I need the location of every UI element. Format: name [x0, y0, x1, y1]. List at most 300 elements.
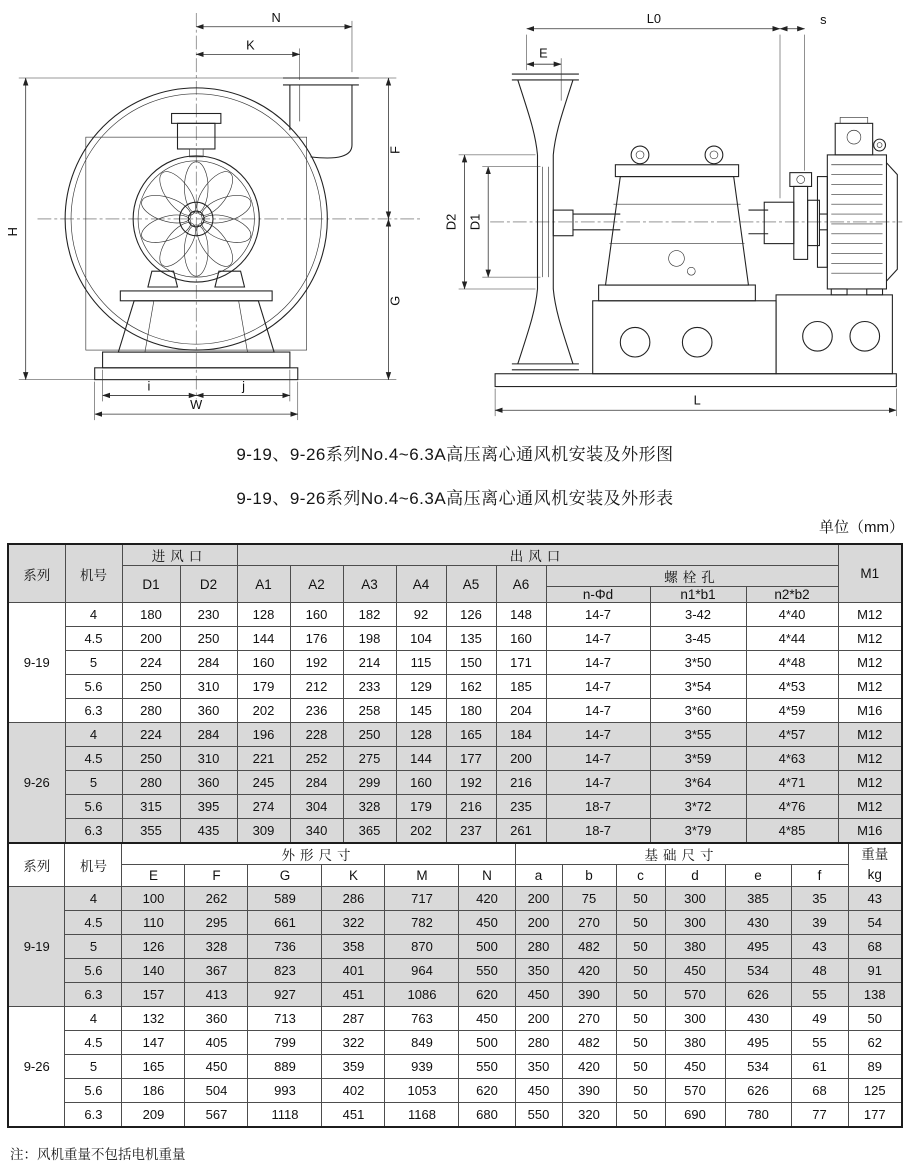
dim-label-W: W	[190, 397, 203, 413]
model-cell: 4.5	[65, 911, 122, 935]
table-row	[8, 651, 902, 675]
value-cell: 50	[848, 1007, 902, 1031]
table-row	[8, 911, 902, 935]
dim-label-G: G	[387, 295, 403, 306]
value-cell: 204	[496, 699, 546, 723]
value-cell: 160	[396, 771, 446, 795]
model-cell: 5	[65, 651, 122, 675]
value-cell: 50	[616, 1055, 665, 1079]
value-cell: 315	[122, 795, 180, 819]
motor-foot-left	[148, 271, 178, 287]
value-cell: 182	[343, 603, 396, 627]
table-row	[8, 983, 902, 1007]
value-cell: 54	[848, 911, 902, 935]
value-cell: 626	[725, 1079, 791, 1103]
value-cell: 235	[496, 795, 546, 819]
value-cell: 274	[237, 795, 290, 819]
value-cell: 360	[185, 1007, 248, 1031]
value-cell: 939	[385, 1055, 459, 1079]
value-cell: 355	[122, 819, 180, 843]
value-cell: M12	[838, 771, 902, 795]
value-cell: 230	[180, 603, 237, 627]
table-row	[8, 1055, 902, 1079]
table-row	[8, 747, 902, 771]
value-cell: 500	[459, 1031, 515, 1055]
base-frame	[495, 295, 896, 387]
table-title: 9-19、9-26系列No.4~6.3A高压离心通风机安装及外形表	[236, 489, 674, 508]
value-cell: 110	[122, 911, 185, 935]
value-cell: M16	[838, 819, 902, 843]
value-cell: 92	[396, 603, 446, 627]
value-cell: 450	[185, 1055, 248, 1079]
base-hole	[620, 327, 650, 357]
value-cell: 405	[185, 1031, 248, 1055]
value-cell: 55	[791, 983, 848, 1007]
base-hole	[850, 321, 880, 351]
value-cell: 451	[322, 983, 385, 1007]
figure-title: 9-19、9-26系列No.4~6.3A高压离心通风机安装及外形图	[236, 445, 674, 464]
value-cell: 185	[496, 675, 546, 699]
value-cell: 200	[515, 1007, 562, 1031]
value-cell: 77	[791, 1103, 848, 1127]
value-cell: 782	[385, 911, 459, 935]
value-cell: 320	[562, 1103, 616, 1127]
value-cell: 237	[446, 819, 496, 843]
table-row	[8, 795, 902, 819]
col-header-a1: A1	[237, 566, 290, 603]
value-cell: 402	[322, 1079, 385, 1103]
table-row	[8, 959, 902, 983]
value-cell: 4*57	[746, 723, 838, 747]
table-row	[8, 935, 902, 959]
value-cell: 50	[616, 911, 665, 935]
value-cell: 3*72	[650, 795, 746, 819]
table-row	[8, 627, 902, 651]
value-cell: 4*53	[746, 675, 838, 699]
value-cell: 780	[725, 1103, 791, 1127]
col-header-series: 系列	[8, 544, 65, 603]
value-cell: 148	[496, 603, 546, 627]
value-cell: 138	[848, 983, 902, 1007]
col-group-bolt-holes: 螺栓孔	[546, 566, 838, 587]
value-cell: 126	[446, 603, 496, 627]
coupling	[764, 173, 819, 260]
value-cell: 450	[665, 959, 725, 983]
motor-side	[817, 117, 897, 294]
value-cell: M12	[838, 603, 902, 627]
value-cell: 129	[396, 675, 446, 699]
value-cell: 367	[185, 959, 248, 983]
col-header-M: M	[385, 865, 459, 887]
value-cell: 365	[343, 819, 396, 843]
value-cell: 413	[185, 983, 248, 1007]
value-cell: 192	[446, 771, 496, 795]
col-header-a3: A3	[343, 566, 396, 603]
model-cell: 5	[65, 771, 122, 795]
col-header-a: a	[515, 865, 562, 887]
coupling-bolt	[790, 173, 812, 187]
value-cell: 450	[515, 1079, 562, 1103]
col-header-a4: A4	[396, 566, 446, 603]
value-cell: M12	[838, 723, 902, 747]
value-cell: 126	[122, 935, 185, 959]
value-cell: 570	[665, 1079, 725, 1103]
model-cell: 4	[65, 723, 122, 747]
value-cell: 49	[791, 1007, 848, 1031]
value-cell: 620	[459, 1079, 515, 1103]
value-cell: 435	[180, 819, 237, 843]
value-cell: 504	[185, 1079, 248, 1103]
value-cell: 295	[185, 911, 248, 935]
value-cell: 661	[248, 911, 322, 935]
table-row	[8, 819, 902, 843]
value-cell: 328	[185, 935, 248, 959]
value-cell: 534	[725, 959, 791, 983]
col-group-inlet: 进风口	[122, 544, 237, 566]
col-header-series: 系列	[8, 843, 65, 887]
value-cell: 309	[237, 819, 290, 843]
value-cell: 280	[122, 699, 180, 723]
value-cell: 495	[725, 935, 791, 959]
value-cell: 401	[322, 959, 385, 983]
value-cell: 3*55	[650, 723, 746, 747]
value-cell: 221	[237, 747, 290, 771]
value-cell: 736	[248, 935, 322, 959]
dim-label-L0: L0	[646, 10, 661, 26]
value-cell: 3*79	[650, 819, 746, 843]
value-cell: 287	[322, 1007, 385, 1031]
value-cell: 147	[122, 1031, 185, 1055]
value-cell: 61	[791, 1055, 848, 1079]
value-cell: 202	[396, 819, 446, 843]
value-cell: 550	[459, 1055, 515, 1079]
value-cell: 180	[122, 603, 180, 627]
value-cell: 14-7	[546, 603, 650, 627]
value-cell: 62	[848, 1031, 902, 1055]
dim-label-D2: D2	[443, 213, 459, 231]
value-cell: 14-7	[546, 651, 650, 675]
value-cell: 328	[343, 795, 396, 819]
value-cell: 135	[446, 627, 496, 651]
value-cell: 300	[665, 1007, 725, 1031]
value-cell: 14-7	[546, 723, 650, 747]
value-cell: 358	[322, 935, 385, 959]
value-cell: 160	[237, 651, 290, 675]
weight-unit: kg	[867, 866, 882, 882]
value-cell: 280	[515, 1031, 562, 1055]
col-header-d1: D1	[122, 566, 180, 603]
col-header-N: N	[459, 865, 515, 887]
value-cell: 179	[396, 795, 446, 819]
value-cell: 125	[848, 1079, 902, 1103]
value-cell: 18-7	[546, 795, 650, 819]
value-cell: 1168	[385, 1103, 459, 1127]
value-cell: 3*59	[650, 747, 746, 771]
value-cell: 4*59	[746, 699, 838, 723]
table-row	[8, 723, 902, 747]
table-row	[8, 675, 902, 699]
value-cell: 3*60	[650, 699, 746, 723]
oil-sight-glass	[668, 251, 684, 267]
col-header-G: G	[248, 865, 322, 887]
model-cell: 5	[65, 1055, 122, 1079]
value-cell: 570	[665, 983, 725, 1007]
value-cell: 50	[616, 959, 665, 983]
col-header-a2: A2	[290, 566, 343, 603]
value-cell: 252	[290, 747, 343, 771]
value-cell: 157	[122, 983, 185, 1007]
value-cell: 39	[791, 911, 848, 935]
value-cell: 380	[665, 935, 725, 959]
col-header-model: 机号	[65, 843, 122, 887]
col-header-E: E	[122, 865, 185, 887]
value-cell: 233	[343, 675, 396, 699]
value-cell: M12	[838, 795, 902, 819]
value-cell: 18-7	[546, 819, 650, 843]
value-cell: 3*54	[650, 675, 746, 699]
dim-label-N: N	[271, 9, 281, 25]
value-cell: 870	[385, 935, 459, 959]
footnote: 注：风机重量不包括电机重量	[10, 1146, 186, 1162]
value-cell: 550	[515, 1103, 562, 1127]
dim-label-F: F	[387, 146, 403, 154]
value-cell: 284	[180, 723, 237, 747]
table2-body	[8, 887, 902, 1127]
base-hole	[682, 327, 712, 357]
table-row	[8, 699, 902, 723]
value-cell: 165	[446, 723, 496, 747]
value-cell: 224	[122, 723, 180, 747]
value-cell: 482	[562, 935, 616, 959]
value-cell: 270	[562, 911, 616, 935]
value-cell: 380	[665, 1031, 725, 1055]
value-cell: 322	[322, 911, 385, 935]
value-cell: 216	[446, 795, 496, 819]
value-cell: 104	[396, 627, 446, 651]
value-cell: 620	[459, 983, 515, 1007]
value-cell: 310	[180, 747, 237, 771]
value-cell: 250	[343, 723, 396, 747]
value-cell: 280	[122, 771, 180, 795]
value-cell: 534	[725, 1055, 791, 1079]
value-cell: 180	[446, 699, 496, 723]
value-cell: 160	[290, 603, 343, 627]
value-cell: 286	[322, 887, 385, 911]
value-cell: 495	[725, 1031, 791, 1055]
fan-front-view-drawing	[4, 4, 433, 430]
eye-bolt-left	[631, 146, 649, 164]
value-cell: 390	[562, 983, 616, 1007]
value-cell: 145	[396, 699, 446, 723]
value-cell: 91	[848, 959, 902, 983]
value-cell: 280	[515, 935, 562, 959]
table-row	[8, 1031, 902, 1055]
value-cell: 50	[616, 887, 665, 911]
value-cell: 3-45	[650, 627, 746, 651]
value-cell: 196	[237, 723, 290, 747]
value-cell: 680	[459, 1103, 515, 1127]
value-cell: 350	[515, 959, 562, 983]
value-cell: 589	[248, 887, 322, 911]
value-cell: 993	[248, 1079, 322, 1103]
value-cell: 690	[665, 1103, 725, 1127]
value-cell: 144	[396, 747, 446, 771]
value-cell: 713	[248, 1007, 322, 1031]
value-cell: 176	[290, 627, 343, 651]
value-cell: 50	[616, 935, 665, 959]
table2-header	[8, 843, 902, 887]
value-cell: 626	[725, 983, 791, 1007]
col-header-f: f	[791, 865, 848, 887]
motor-foot-right	[215, 271, 245, 287]
col-header-e: e	[725, 865, 791, 887]
model-cell: 6.3	[65, 1103, 122, 1127]
value-cell: 4*48	[746, 651, 838, 675]
value-cell: 258	[343, 699, 396, 723]
model-cell: 4.5	[65, 627, 122, 651]
value-cell: 68	[848, 935, 902, 959]
value-cell: 14-7	[546, 771, 650, 795]
motor-fins	[831, 165, 882, 273]
model-cell: 4	[65, 1007, 122, 1031]
table-row	[8, 887, 902, 911]
value-cell: 224	[122, 651, 180, 675]
value-cell: 100	[122, 887, 185, 911]
value-cell: M12	[838, 627, 902, 651]
value-cell: 160	[496, 627, 546, 651]
value-cell: 799	[248, 1031, 322, 1055]
motor-terminal-box	[835, 123, 872, 155]
value-cell: 177	[446, 747, 496, 771]
value-cell: 284	[180, 651, 237, 675]
value-cell: 3*64	[650, 771, 746, 795]
value-cell: 359	[322, 1055, 385, 1079]
col-header-F: F	[185, 865, 248, 887]
value-cell: 250	[122, 675, 180, 699]
value-cell: 4*44	[746, 627, 838, 651]
value-cell: 115	[396, 651, 446, 675]
table-row	[8, 603, 902, 627]
col-header-c: c	[616, 865, 665, 887]
value-cell: 450	[665, 1055, 725, 1079]
model-cell: 4	[65, 603, 122, 627]
value-cell: 171	[496, 651, 546, 675]
value-cell: 299	[343, 771, 396, 795]
series-cell: 9-19	[8, 603, 65, 723]
col-header-n2b2: n2*b2	[746, 587, 838, 603]
value-cell: 964	[385, 959, 459, 983]
dim-label-K: K	[246, 37, 255, 53]
table1-body	[8, 603, 902, 843]
value-cell: 14-7	[546, 747, 650, 771]
value-cell: 420	[562, 959, 616, 983]
value-cell: 177	[848, 1103, 902, 1127]
unit-label: 单位（mm）	[819, 519, 904, 536]
col-header-n-phi-d: n-Φd	[546, 587, 650, 603]
value-cell: 300	[665, 911, 725, 935]
value-cell: 4*76	[746, 795, 838, 819]
value-cell: 304	[290, 795, 343, 819]
model-cell: 4.5	[65, 1031, 122, 1055]
value-cell: 310	[180, 675, 237, 699]
value-cell: 360	[180, 771, 237, 795]
value-cell: 500	[459, 935, 515, 959]
value-cell: 261	[496, 819, 546, 843]
value-cell: 55	[791, 1031, 848, 1055]
technical-drawings	[0, 0, 910, 430]
value-cell: 68	[791, 1079, 848, 1103]
value-cell: 140	[122, 959, 185, 983]
fan-side-view-drawing	[433, 4, 906, 430]
dim-label-H: H	[4, 227, 20, 237]
col-header-n1b1: n1*b1	[650, 587, 746, 603]
dim-label-j: j	[242, 378, 245, 394]
table1-header	[8, 544, 902, 603]
value-cell: 245	[237, 771, 290, 795]
value-cell: 50	[616, 1031, 665, 1055]
value-cell: 385	[725, 887, 791, 911]
series-cell: 9-26	[8, 723, 65, 843]
col-header-a5: A5	[446, 566, 496, 603]
col-header-K: K	[322, 865, 385, 887]
installation-dimension-table	[7, 543, 903, 844]
dim-label-D1: D1	[467, 213, 483, 231]
value-cell: 43	[848, 887, 902, 911]
model-cell: 5.6	[65, 795, 122, 819]
table-row	[8, 1007, 902, 1031]
value-cell: 216	[496, 771, 546, 795]
value-cell: 132	[122, 1007, 185, 1031]
dim-label-L: L	[693, 392, 701, 408]
value-cell: 128	[237, 603, 290, 627]
value-cell: M12	[838, 651, 902, 675]
motor-eye-bolt	[873, 139, 885, 151]
value-cell: 450	[459, 911, 515, 935]
model-cell: 4	[65, 887, 122, 911]
value-cell: 198	[343, 627, 396, 651]
value-cell: 420	[459, 887, 515, 911]
model-cell: 4.5	[65, 747, 122, 771]
value-cell: 228	[290, 723, 343, 747]
value-cell: 430	[725, 911, 791, 935]
value-cell: 3*50	[650, 651, 746, 675]
value-cell: 262	[185, 887, 248, 911]
value-cell: 50	[616, 1079, 665, 1103]
model-cell: 5.6	[65, 675, 122, 699]
value-cell: 200	[496, 747, 546, 771]
value-cell: 420	[562, 1055, 616, 1079]
value-cell: 150	[446, 651, 496, 675]
model-cell: 6.3	[65, 983, 122, 1007]
weight-label: 重量	[861, 847, 889, 863]
col-group-foundation-dims: 基础尺寸	[515, 843, 848, 865]
value-cell: 50	[616, 1007, 665, 1031]
value-cell: 275	[343, 747, 396, 771]
value-cell: 550	[459, 959, 515, 983]
bearing-housing	[598, 146, 768, 301]
col-header-m1: M1	[838, 544, 902, 603]
value-cell: 390	[562, 1079, 616, 1103]
value-cell: 48	[791, 959, 848, 983]
dim-label-E: E	[538, 45, 548, 61]
col-group-outlet: 出风口	[237, 544, 838, 566]
value-cell: 236	[290, 699, 343, 723]
model-cell: 6.3	[65, 699, 122, 723]
value-cell: 300	[665, 887, 725, 911]
value-cell: 1118	[248, 1103, 322, 1127]
value-cell: 360	[180, 699, 237, 723]
value-cell: 823	[248, 959, 322, 983]
